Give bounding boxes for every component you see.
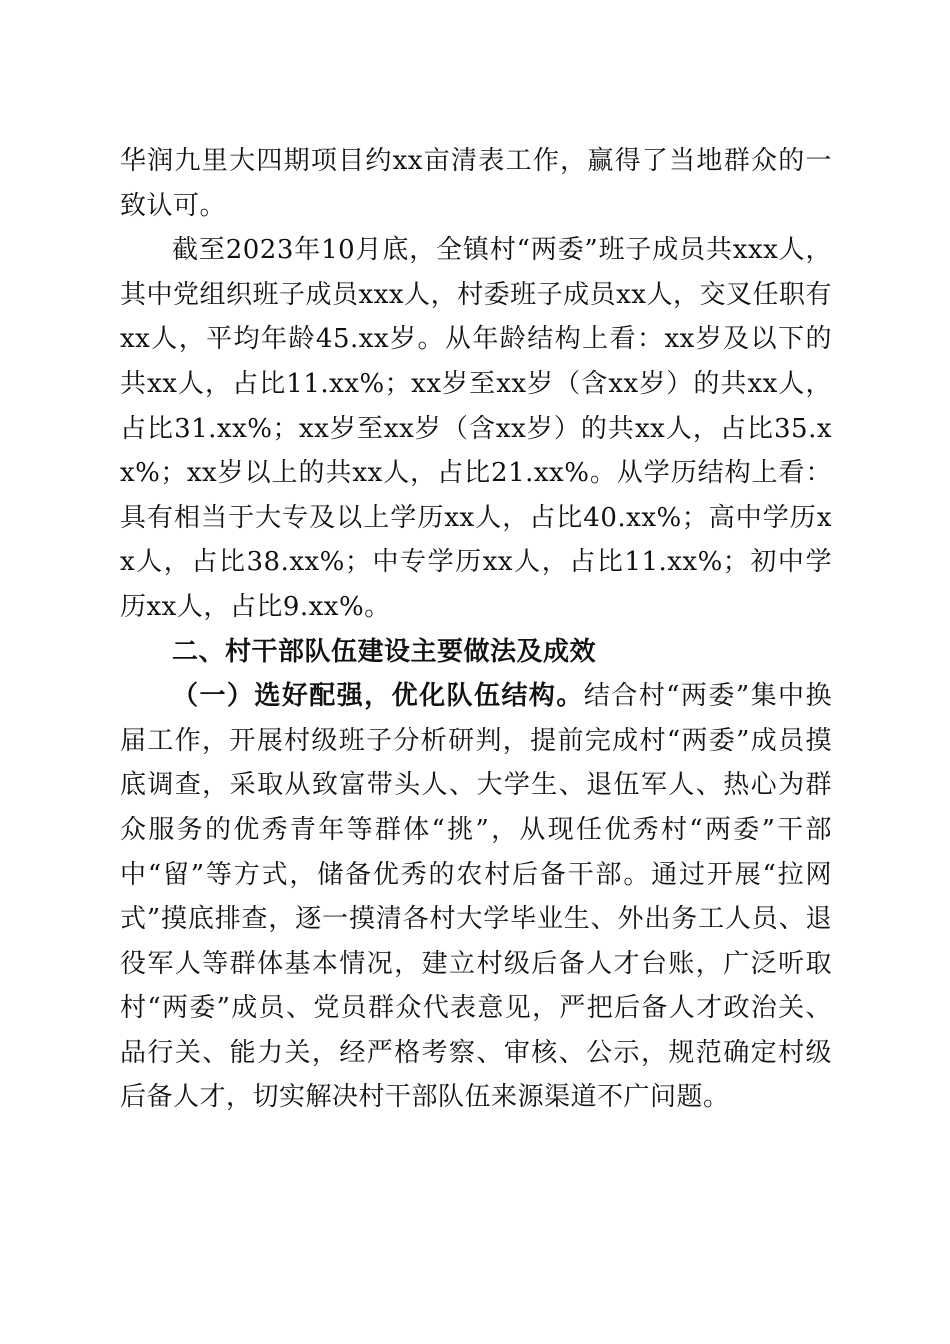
subsection-body: 结合村“两委”集中换届工作，开展村级班子分析研判，提前完成村“两委”成员摸底调查，采取从致富带头人、大学生、退伍军人、热心为群众服务的优秀青年等群体“挑”，从现任优秀村“两委”干部中“留”等方式，储备优秀的农村后备干部。通过开展“拉网式”摸底排查，逐一摸清各村大学毕业生、外出务工人员、退役军人等群体基本情况，建立村级后备人才台账，广泛听取村“两委”成员、党员群众代表意见，严把后备人才政治关、品行关、能力关，经严格考察、审核、公示，规范确定村级后备人才，切实解决村干部队伍来源渠道不广问题。 (120, 681, 832, 1113)
paragraph-continuation: 华润九里大四期项目约xx亩清表工作，赢得了当地群众的一致认可。 (120, 146, 832, 221)
section-heading: 二、村干部队伍建设主要做法及成效 (172, 636, 597, 667)
subsection-lead: （一）选好配强，优化队伍结构。 (172, 681, 584, 712)
document-page (120, 139, 832, 1120)
paragraph-statistics: 截至2023年10月底，全镇村“两委”班子成员共xxx人，其中党组织班子成员xxx人，村委班子成员xx人，交叉任职有xx人，平均年龄45.xx岁。从年龄结构上看：xx岁及以下的共xx人，占比11.xx%；xx岁至xx岁（含xx岁）的共xx人，占比31.xx%；xx岁至xx岁（含xx岁）的共xx人，占比35.xx%；xx岁以上的共xx人，占比21.xx%。从学历结构上看：具有相当于大专及以上学历xx人，占比40.xx%；高中学历xx人，占比38.xx%；中专学历xx人，占比11.xx%；初中学历xx人，占比9.xx%。 (120, 235, 832, 622)
paragraph-subsection-1 (120, 674, 832, 1120)
